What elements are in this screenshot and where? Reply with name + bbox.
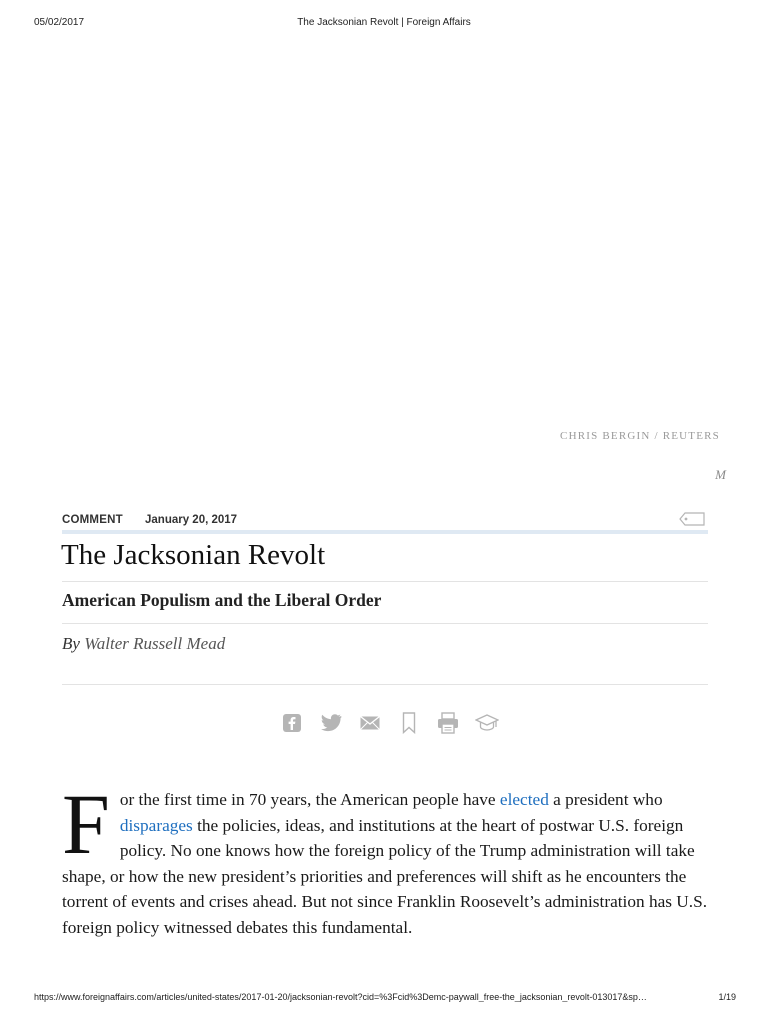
byline — [62, 634, 225, 654]
article-paragraph — [62, 776, 708, 940]
paragraph-text-1: or the first time in 70 years, the American people have — [119, 790, 500, 809]
magazine-mark: M — [715, 467, 726, 482]
tag-icon[interactable] — [679, 512, 705, 526]
article-date: January 20, 2017 — [145, 514, 238, 526]
header-accent-rule — [62, 530, 708, 534]
page-number: 1/19 — [718, 992, 736, 1002]
facebook-icon[interactable] — [272, 710, 311, 736]
byline-divider — [62, 684, 708, 685]
print-page-title: The Jacksonian Revolt | Foreign Affairs — [297, 17, 471, 28]
print-footer — [34, 992, 736, 1004]
graduation-cap-icon[interactable] — [467, 710, 506, 736]
headline-divider — [62, 581, 708, 582]
article-headline: The Jacksonian Revolt — [61, 539, 326, 571]
subheadline-divider — [62, 623, 708, 624]
article-category[interactable]: COMMENT — [62, 514, 123, 526]
print-icon[interactable] — [428, 710, 467, 736]
print-url: https://www.foreignaffairs.com/articles/united-states/2017-01-20/jacksonian-revolt?cid=%3Fcid%3Demc-paywall_free-the_jacksonian_revolt-013017&sp… — [34, 992, 647, 1002]
bookmark-icon[interactable] — [389, 710, 428, 736]
elected-link[interactable]: elected — [499, 790, 549, 809]
twitter-icon[interactable] — [311, 710, 350, 736]
article-body — [62, 776, 708, 940]
email-icon[interactable] — [350, 710, 389, 736]
photo-credit: CHRIS BERGIN / REUTERS — [560, 430, 720, 442]
print-date: 05/02/2017 — [34, 17, 85, 28]
byline-prefix: By — [62, 634, 80, 653]
article-subheadline: American Populism and the Liberal Order — [62, 590, 382, 610]
article-meta — [62, 512, 708, 530]
byline-author[interactable]: Walter Russell Mead — [84, 634, 226, 653]
share-bar — [272, 710, 506, 736]
paragraph-text-2: a president who — [548, 790, 663, 809]
disparages-link[interactable]: disparages — [119, 815, 193, 835]
print-header — [34, 17, 734, 31]
paragraph-text-3: the policies, ideas, and institutions at the heart of postwar U.S. foreign policy. No one knows how the foreign policy of the Trump administration will take shape, or how the new president’s priorities and preferences will shift as he encounters the torrent of events and crises ahead. But not since Franklin Roosevelt’s administration has U.S. foreign policy witnessed debates this fundamental. — [62, 815, 708, 937]
drop-cap: F — [62, 776, 110, 872]
